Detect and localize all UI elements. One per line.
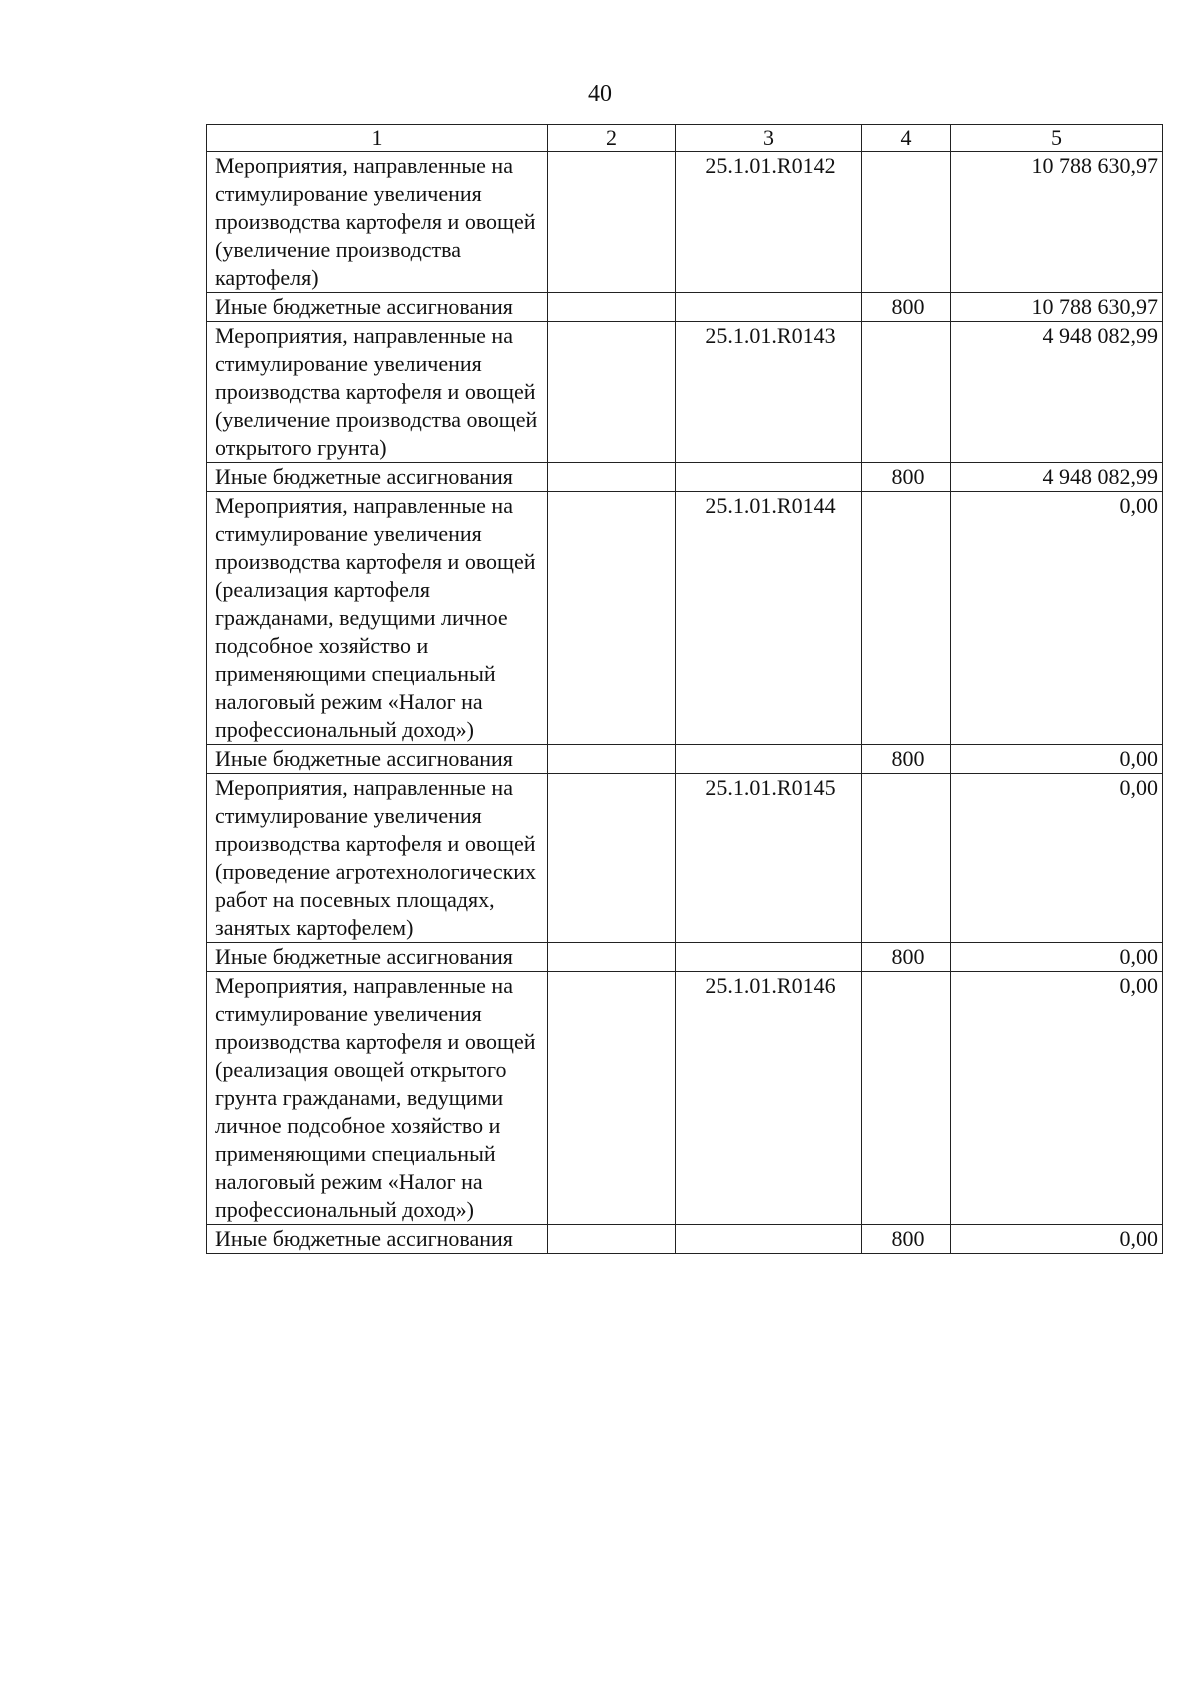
- cell-sum: 4 948 082,99: [951, 463, 1163, 492]
- table-row: [207, 774, 1163, 943]
- cell-col2: [548, 774, 676, 943]
- cell-col2: [548, 1225, 676, 1254]
- column-header-5: 5: [951, 125, 1163, 152]
- cell-col2: [548, 972, 676, 1225]
- cell-expense-type: 800: [862, 745, 951, 774]
- cell-expense-type: 800: [862, 943, 951, 972]
- column-header-4: 4: [862, 125, 951, 152]
- cell-expense-type: [862, 774, 951, 943]
- column-header-2: 2: [548, 125, 676, 152]
- cell-name: Иные бюджетные ассигнования: [207, 943, 548, 972]
- cell-name: Мероприятия, направленные на стимулирование увеличения производства картофеля и овощей (увеличение производства овощей открытого грунта): [207, 322, 548, 463]
- cell-col2: [548, 293, 676, 322]
- cell-expense-type: 800: [862, 1225, 951, 1254]
- cell-name: Мероприятия, направленные на стимулирование увеличения производства картофеля и овощей (реализация овощей открытого грунта гражданами, ведущими личное подсобное хозяйство и применяющими специальный налоговый режим «Налог на профессиональный доход»): [207, 972, 548, 1225]
- cell-sum: 0,00: [951, 745, 1163, 774]
- cell-sum: 4 948 082,99: [951, 322, 1163, 463]
- table-row: [207, 492, 1163, 745]
- table-row: [207, 1225, 1163, 1254]
- column-header-3: 3: [676, 125, 862, 152]
- cell-col2: [548, 322, 676, 463]
- cell-col2: [548, 463, 676, 492]
- cell-code: 25.1.01.R0145: [676, 774, 862, 943]
- table-row: [207, 745, 1163, 774]
- cell-code: 25.1.01.R0146: [676, 972, 862, 1225]
- cell-sum: 0,00: [951, 492, 1163, 745]
- cell-expense-type: 800: [862, 293, 951, 322]
- cell-expense-type: 800: [862, 463, 951, 492]
- cell-code: 25.1.01.R0143: [676, 322, 862, 463]
- cell-col2: [548, 152, 676, 293]
- cell-sum: 0,00: [951, 774, 1163, 943]
- cell-code: [676, 1225, 862, 1254]
- cell-expense-type: [862, 152, 951, 293]
- table-row: [207, 972, 1163, 1225]
- table-row: [207, 152, 1163, 293]
- cell-sum: 10 788 630,97: [951, 293, 1163, 322]
- table-body: [207, 152, 1163, 1254]
- table-row: [207, 943, 1163, 972]
- cell-expense-type: [862, 492, 951, 745]
- cell-sum: 10 788 630,97: [951, 152, 1163, 293]
- cell-name: Иные бюджетные ассигнования: [207, 745, 548, 774]
- cell-sum: 0,00: [951, 943, 1163, 972]
- table-row: [207, 463, 1163, 492]
- cell-expense-type: [862, 972, 951, 1225]
- budget-table: [206, 124, 1163, 1254]
- cell-col2: [548, 745, 676, 774]
- cell-sum: 0,00: [951, 1225, 1163, 1254]
- cell-code: [676, 745, 862, 774]
- cell-code: [676, 463, 862, 492]
- cell-sum: 0,00: [951, 972, 1163, 1225]
- cell-name: Иные бюджетные ассигнования: [207, 293, 548, 322]
- cell-expense-type: [862, 322, 951, 463]
- cell-code: 25.1.01.R0142: [676, 152, 862, 293]
- cell-name: Мероприятия, направленные на стимулирование увеличения производства картофеля и овощей (реализация картофеля гражданами, ведущими личное подсобное хозяйство и применяющими специальный налоговый режим «Налог на профессиональный доход»): [207, 492, 548, 745]
- cell-col2: [548, 492, 676, 745]
- column-header-1: 1: [207, 125, 548, 152]
- cell-name: Мероприятия, направленные на стимулирование увеличения производства картофеля и овощей (увеличение производства картофеля): [207, 152, 548, 293]
- cell-col2: [548, 943, 676, 972]
- page-number: 40: [588, 81, 612, 107]
- cell-code: 25.1.01.R0144: [676, 492, 862, 745]
- cell-code: [676, 943, 862, 972]
- table-row: [207, 293, 1163, 322]
- table-row: [207, 322, 1163, 463]
- cell-name: Иные бюджетные ассигнования: [207, 1225, 548, 1254]
- cell-code: [676, 293, 862, 322]
- cell-name: Мероприятия, направленные на стимулирование увеличения производства картофеля и овощей (проведение агротехнологических работ на посевных площадях, занятых картофелем): [207, 774, 548, 943]
- table-header-row: [207, 125, 1163, 152]
- cell-name: Иные бюджетные ассигнования: [207, 463, 548, 492]
